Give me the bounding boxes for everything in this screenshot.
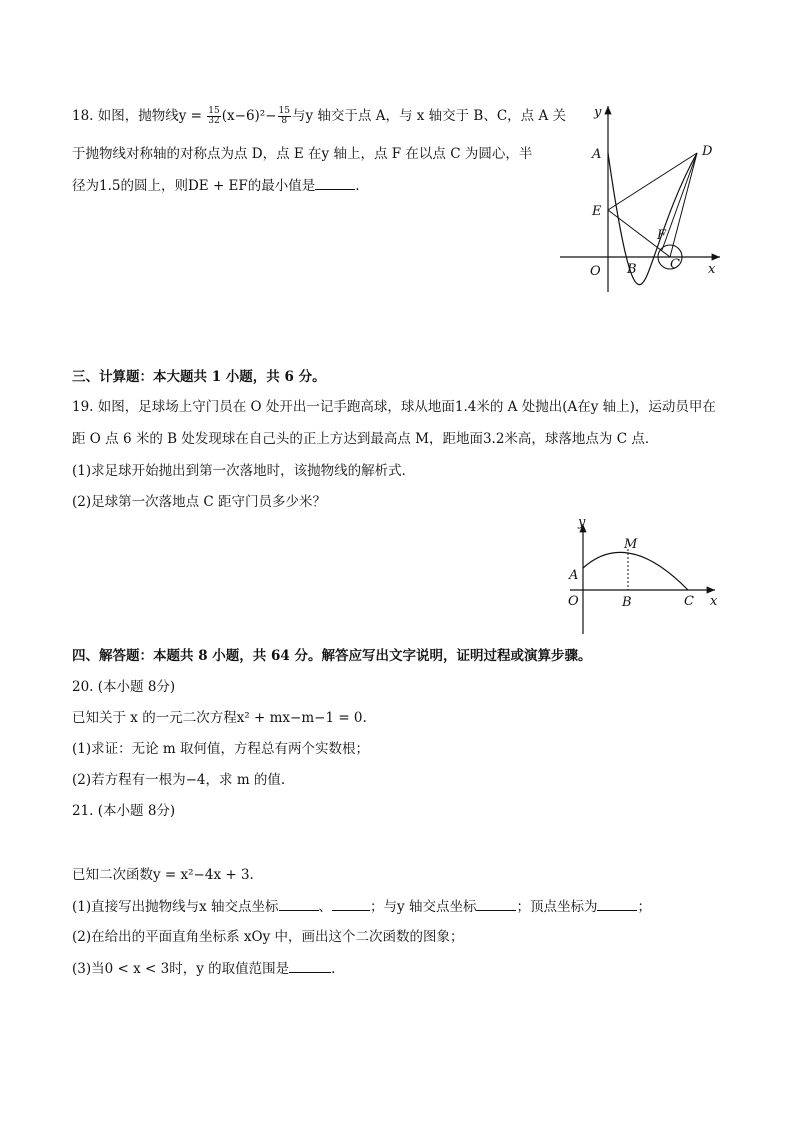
- q21-part-1-text-c: ；顶点坐标为: [516, 899, 598, 915]
- q20-part-1: (1)求证：无论 m 取何值，方程总有两个实数根；: [72, 741, 370, 757]
- q18-answer-blank[interactable]: [315, 175, 355, 190]
- q19-label-b: B: [622, 595, 632, 610]
- q19-part-1: (1)求足球开始抛出到第一次落地时，该抛物线的解析式．: [72, 463, 416, 479]
- q21-blank-y-intercept[interactable]: [476, 896, 516, 911]
- q21-part-1-sep: 、: [318, 899, 333, 915]
- q18-label-x: x: [708, 262, 716, 277]
- q21-part-3-text: (3)当0 < x < 3时，y 的取值范围是: [72, 961, 290, 977]
- q18-fraction-1: [207, 107, 220, 126]
- q18-text-1: 18. 如图，抛物线y =: [72, 108, 207, 124]
- q18-text-3: 与y 轴交于点 A，与 x 轴交于 B、C，点 A 关: [291, 108, 567, 124]
- q21-blank-x-intercept-2[interactable]: [332, 896, 370, 911]
- q18-line-1: [72, 106, 566, 126]
- q19-label-m: M: [624, 537, 638, 552]
- q19-label-x: x: [710, 594, 718, 609]
- q19-figure: [560, 512, 730, 637]
- q19-line-2: 距 O 点 6 米的 B 处发现球在自己头的正上方达到最高点 M，距地面3.2米高，球落地点为 C 点．: [72, 431, 659, 447]
- q18-segment-de: [608, 153, 697, 210]
- q18-fraction-2-denominator: 8: [281, 116, 288, 126]
- q21-stem: 已知二次函数y = x²−4x + 3.: [72, 867, 254, 883]
- q21-part-3: [72, 958, 335, 979]
- q18-fraction-1-numerator: 15: [208, 106, 220, 116]
- section-4-title: 四、解答题：本题共 8 小题，共 64 分。解答应写出文字说明，证明过程或演算步骤。: [72, 648, 592, 664]
- q18-label-f: F: [657, 228, 667, 243]
- q21-part-1-text-b: ；与y 轴交点坐标: [370, 899, 477, 915]
- q21-part-1: [72, 896, 651, 917]
- q21-blank-range[interactable]: [289, 958, 331, 973]
- q18-fraction-1-denominator: 32: [208, 116, 220, 126]
- q18-label-a: A: [592, 147, 602, 162]
- q21-header: 21. (本小题 8分): [72, 803, 176, 819]
- q18-label-b: B: [627, 262, 637, 277]
- q18-label-o: O: [590, 264, 601, 279]
- q18-text-2: (x−6)²−: [221, 108, 277, 124]
- section-3-title: 三、计算题：本大题共 1 小题，共 6 分。: [72, 369, 326, 385]
- q21-part-1-text-a: (1)直接写出抛物线与x 轴交点坐标: [72, 899, 279, 915]
- q18-fraction-2-numerator: 15: [278, 106, 290, 116]
- q21-blank-x-intercept-1[interactable]: [279, 896, 319, 911]
- q19-label-c: C: [684, 594, 694, 609]
- q21-blank-vertex[interactable]: [597, 896, 637, 911]
- q20-part-2: (2)若方程有一根为−4，求 m 的值.: [72, 772, 286, 788]
- q18-label-d: D: [702, 144, 713, 159]
- q18-line-3-end: .: [355, 178, 360, 194]
- q18-label-y: y: [594, 105, 602, 120]
- q18-line-3-text: 径为1.5的圆上，则DE + EF的最小值是: [72, 178, 316, 194]
- q21-part-3-end: .: [331, 961, 336, 977]
- q18-line-3: [72, 175, 360, 196]
- q19-parabola: [583, 552, 688, 590]
- q21-part-2: (2)在给出的平面直角坐标系 xOy 中，画出这个二次函数的图象；: [72, 929, 464, 945]
- q21-part-1-end: ；: [637, 899, 651, 915]
- q18-segment-df: [662, 153, 697, 250]
- q18-line-2: 于抛物线对称轴的对称点为点 D，点 E 在y 轴上，点 F 在以点 C 为圆心，半: [72, 146, 533, 162]
- q19-line-1: 19. 如图，足球场上守门员在 O 处开出一记手跑高球，球从地面1.4米的 A 处抛出(A在y 轴上)，运动员甲在: [72, 399, 716, 415]
- q18-fraction-2: [278, 107, 291, 126]
- q18-label-e: E: [592, 204, 602, 219]
- q19-label-y: y: [578, 515, 586, 530]
- q19-label-o: O: [568, 594, 579, 609]
- q19-label-a: A: [569, 568, 579, 583]
- q20-header: 20. (本小题 8分): [72, 679, 176, 695]
- q18-figure: [550, 98, 730, 298]
- q19-part-2: (2)足球第一次落地点 C 距守门员多少米？: [72, 494, 327, 510]
- q18-segment-dc: [670, 153, 697, 257]
- q20-stem: 已知关于 x 的一元二次方程x² + mx−m−1 = 0.: [72, 710, 367, 726]
- q18-label-c: C: [670, 257, 680, 272]
- q18-parabola: [608, 153, 697, 285]
